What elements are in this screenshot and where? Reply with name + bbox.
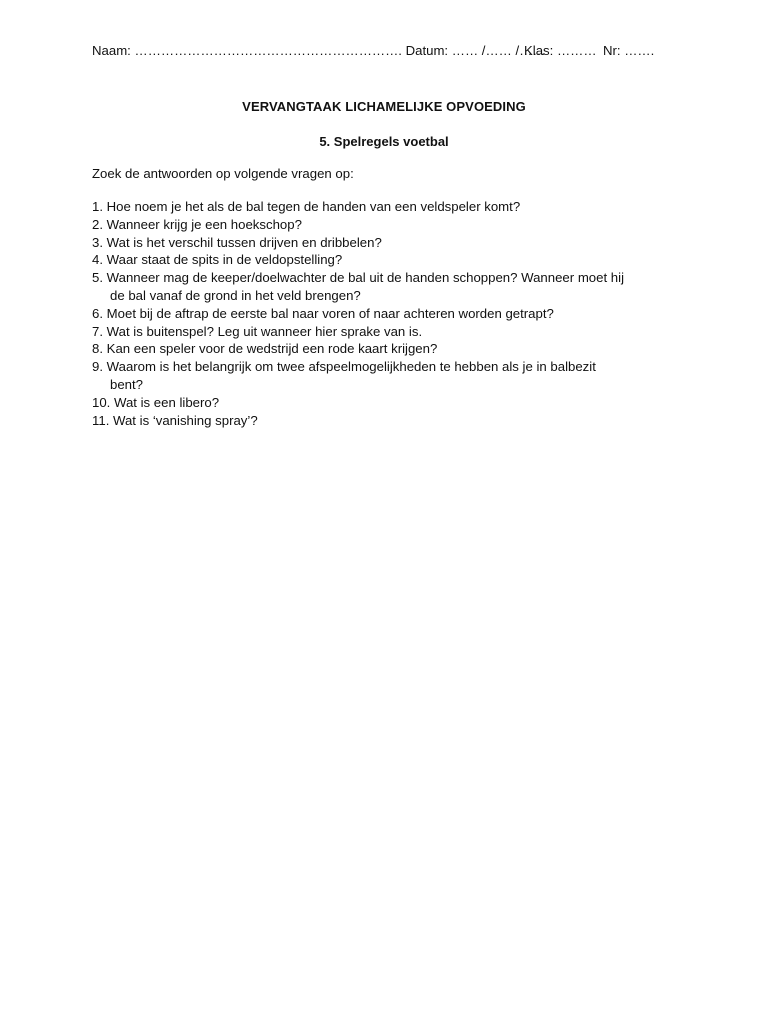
class-field: Klas: ………: [524, 43, 597, 58]
question-text: 4. Waar staat de spits in de veldopstelling?: [92, 252, 343, 268]
question-text: 10. Wat is een libero?: [92, 394, 220, 410]
question-list: [92, 198, 692, 429]
question-text: 1. Hoe noem je het als de bal tegen de handen van een veldspeler komt?: [92, 199, 521, 214]
question-text-continuation: de bal vanaf de grond in het veld brengen?: [110, 287, 361, 303]
question-text-continuation: bent?: [110, 376, 144, 392]
document-title: VERVANGTAAK LICHAMELIJKE OPVOEDING: [242, 99, 526, 114]
list-item: [92, 251, 692, 269]
list-item: [92, 394, 692, 412]
list-item: [92, 216, 692, 234]
student-info-line: [92, 43, 692, 63]
name-date-field: Naam: ……………………………………………………. Datum: …… /…… /……: [92, 43, 546, 58]
question-text: 5. Wanneer mag de keeper/doelwachter de bal uit de handen schoppen? Wanneer moet hij: [92, 270, 624, 286]
list-item: [92, 412, 692, 430]
question-text: 9. Waarom is het belangrijk om twee afspeelmogelijkheden te hebben als je in balbezit: [92, 359, 596, 375]
question-text: 3. Wat is het verschil tussen drijven en dribbelen?: [92, 234, 382, 250]
list-item: [92, 323, 692, 341]
list-item: [92, 269, 692, 305]
list-item: [92, 198, 692, 216]
list-item: [92, 305, 692, 323]
document-subtitle: 5. Spelregels voetbal: [319, 134, 449, 149]
list-item: [92, 234, 692, 252]
list-item: [92, 340, 692, 358]
question-text: 6. Moet bij de aftrap de eerste bal naar voren of naar achteren worden getrapt?: [92, 305, 554, 321]
list-item: [92, 358, 692, 394]
instructions-text: Zoek de antwoorden op volgende vragen op:: [92, 166, 354, 181]
question-text: 8. Kan een speler voor de wedstrijd een rode kaart krijgen?: [92, 341, 438, 357]
number-field: Nr: …….: [603, 43, 655, 58]
question-text: 7. Wat is buitenspel? Leg uit wanneer hier sprake van is.: [92, 323, 423, 339]
question-text: 11. Wat is ‘vanishing spray’?: [92, 412, 258, 428]
question-text: 2. Wanneer krijg je een hoekschop?: [92, 216, 302, 232]
